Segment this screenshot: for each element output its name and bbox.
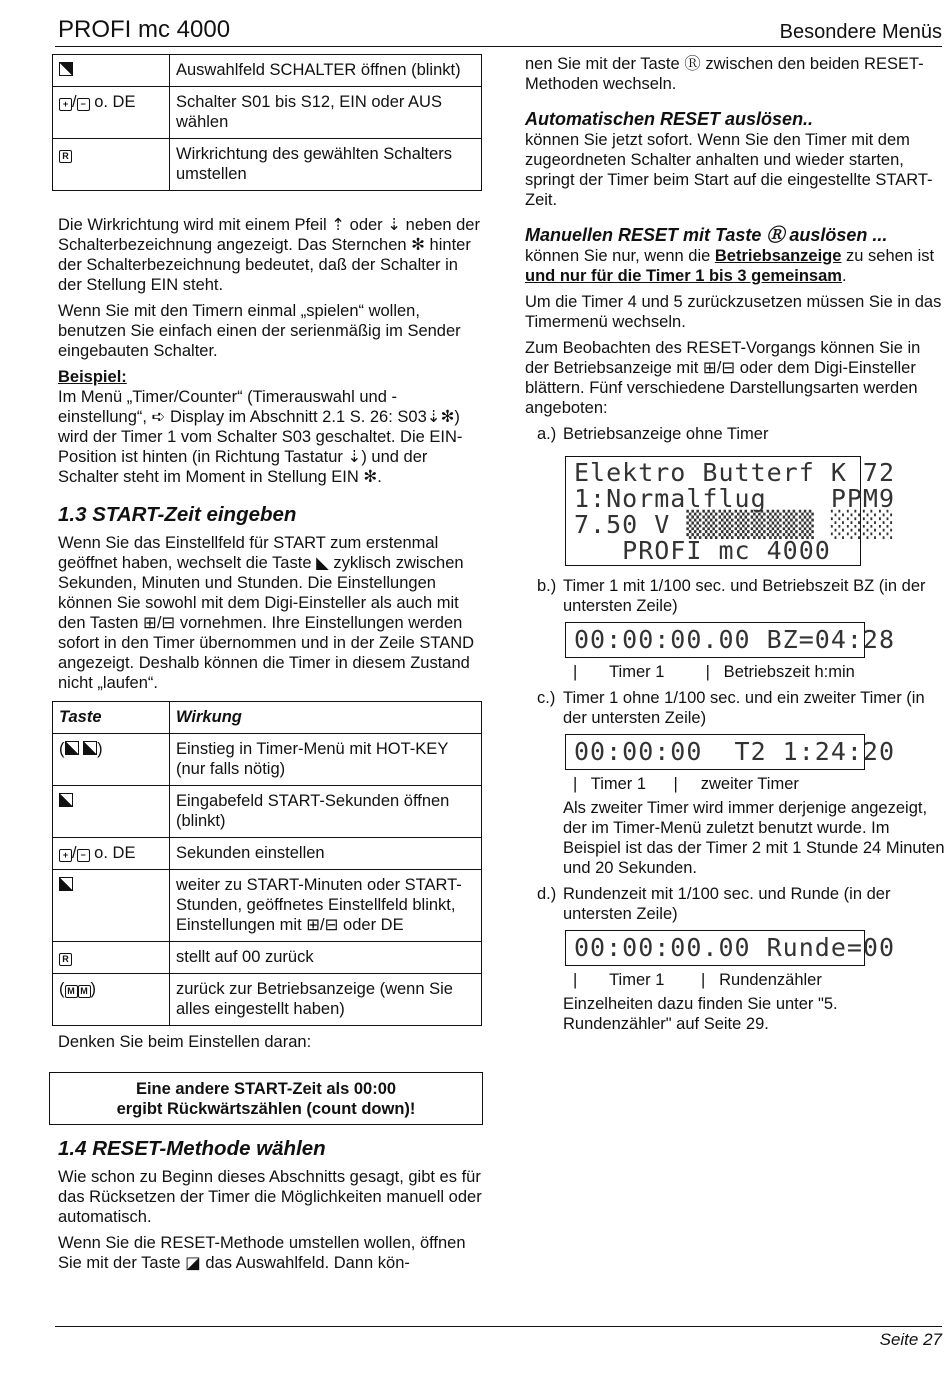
paragraph: Um die Timer 4 und 5 zurückzusetzen müssen Sie in das Timermenü wechseln. [525,293,942,331]
table-row [53,87,482,139]
table-cell: Schalter S01 bis S12, EIN oder AUS wählen [170,87,482,139]
table-cell: Sekunden einstellen [170,838,482,870]
start-key-table [52,701,482,1026]
left-column [52,54,482,1279]
table-row: + / − o. DE Sekunden einstellen [53,838,482,870]
hotkey-icon [83,741,97,755]
subheading: Manuellen RESET mit Taste Ⓡ auslösen ... [525,225,888,245]
paragraph: Wenn Sie die RESET-Methode umstellen wollen, öffnen Sie mit der Taste ◪ das Auswahlfeld. Dann kön- [58,1234,466,1272]
lcd-legend: | Timer 1 | Rundenzähler [573,971,822,989]
table-row [53,942,482,974]
table-row [53,55,482,87]
plus-key-icon: + [59,849,72,862]
paragraph: können Sie jetzt sofort. Wenn Sie den Timer mit dem zugeordneten Schalter anhalten und wieder starten, springt der Timer beim Start auf die eingestellte START-Zeit. [525,131,933,209]
table-cell: weiter zu START-Minuten oder START-Stunden, geöffnetes Einstellfeld blinkt, Einstellungen mit ⊞/⊟ oder DE [170,870,482,942]
paragraph: Wenn Sie das Einstellfeld für START zum erstenmal geöffnet haben, wechselt die Taste ◣ zyklisch zwischen Sekunden, Minuten und Stunden. Die Einstellungen können Sie sowohl mit dem Digi-Einsteller als auch mit den Tasten ⊞/⊟ vornehmen. Ihre Einstellungen werden sofort in den Timer übernommen und in der Zeile STAND angezeigt. Deshalb können die Timer in diesem Zustand nicht „laufen“. [58,534,475,692]
note-line: ergibt Rückwärtszählen (count down)! [116,1100,416,1118]
paragraph: nen Sie mit der Taste Ⓡ zwischen den beiden RESET-Methoden wechseln. [525,55,924,93]
reset-key-icon: R [59,953,72,966]
paragraph: Zum Beobachten des RESET-Vorgangs können Sie in der Betriebsanzeige mit ⊞/⊟ oder dem Digi-Einsteller blättern. Fünf verschiedene Darstellungsarten werden angeboten: [525,339,921,417]
plus-key-icon: + [59,98,72,111]
paragraph: Die Wirkrichtung wird mit einem Pfeil ⇡ oder ⇣ neben der Schalterbezeichnung angezeigt. Das Sternchen ✻ hinter der Schalterbezeichnung bedeutet, daß der Schalter in der Stellung EIN steht. [58,216,480,294]
example-heading: Beispiel: [58,368,127,386]
right-column [525,54,945,1034]
switch-key-table [52,54,482,191]
key-label: / [72,93,77,111]
paragraph: Als zweiter Timer wird immer derjenige angezeigt, der im Timer-Menü zuletzt benutzt wurde. Im Beispiel ist das der Timer 2 mit 1 Stunde 24 Minuten und 20 Sekunden. [563,799,945,877]
column-header: Taste [53,702,170,734]
lcd-display-lap: 00:00:00.00 Runde=00 [565,930,865,966]
minus-key-icon: − [77,98,90,111]
section-heading: 1.4 RESET-Methode wählen [58,1137,326,1160]
list-item: c.) Timer 1 ohne 1/100 sec. und ein zweiter Timer (in der untersten Zeile) [537,689,925,727]
reset-key-icon: R [59,150,72,163]
lcd-display-main: Elektro Butterf K 72 1:Normalflug PPM9 7.50 V ▒▒▒▒▒▒▒▒ ░░░░ PROFI mc 4000 [565,456,861,566]
table-cell: Wirkrichtung des gewählten Schalters umstellen [170,139,482,191]
lcd-legend: | Timer 1 | Betriebszeit h:min [573,663,855,681]
emphasis: Betriebsanzeige [714,247,842,265]
table-cell: Eingabefeld START-Sekunden öffnen (blinkt) [170,786,482,838]
table-row [53,139,482,191]
table-header-row [53,702,482,734]
paragraph: Denken Sie beim Einstellen daran: [58,1033,312,1051]
paragraph: Einzelheiten dazu finden Sie unter "5. Rundenzähler" auf Seite 29. [563,995,838,1033]
section-title: Besondere Menüs [779,21,942,43]
lcd-display-timer-t2: 00:00:00 T2 1:24:20 [565,734,865,770]
table-cell: stellt auf 00 zurück [170,942,482,974]
table-row [53,870,482,942]
key-label: o. DE [94,93,136,111]
menu-key-icon: M [65,985,78,998]
note-line: Eine andere START-Zeit als 00:00 [135,1080,397,1098]
menu-key-icon: M [78,985,91,998]
select-key-icon [59,793,73,807]
countdown-note-box [49,1072,483,1125]
page-header [55,14,942,47]
paragraph: Wenn Sie mit den Timern einmal „spielen“ wollen, benutzen Sie einfach einen der serienmäßig im Sender eingebauten Schalter. [58,302,461,360]
lcd-display-timer-bz: 00:00:00.00 BZ=04:28 [565,622,865,658]
paragraph: Im Menü „Timer/Counter“ (Timerauswahl und -einstellung“, ➪ Display im Abschnitt 2.1 S. 26: S03⇣✻) wird der Timer 1 vom Schalter S03 geschaltet. Die EIN-Position ist hinten (in Richtung Tastatur ⇣) und der Schalter steht im Moment in Stellung EIN ✻. [58,388,463,486]
table-row: ( M M ) zurück zur Betriebsanzeige (wenn Sie alles eingestellt haben) [53,974,482,1026]
manual-title: PROFI mc 4000 [58,16,231,43]
list-item: b.) Timer 1 mit 1/100 sec. und Betriebszeit BZ (in der untersten Zeile) [537,577,926,615]
table-row [53,786,482,838]
subheading: Automatischen RESET auslösen.. [525,109,814,129]
list-item: a.) Betriebsanzeige ohne Timer [537,425,769,443]
page-number: Seite 27 [879,1330,942,1349]
column-header: Wirkung [170,702,482,734]
table-cell: Auswahlfeld SCHALTER öffnen (blinkt) [170,55,482,87]
table-cell: zurück zur Betriebsanzeige (wenn Sie alles eingestellt haben) [170,974,482,1026]
section-heading: 1.3 START-Zeit eingeben [58,503,297,526]
select-key-icon [59,62,73,76]
select-key-icon [59,877,73,891]
table-cell: Einstieg in Timer-Menü mit HOT-KEY (nur falls nötig) [170,734,482,786]
page-footer [55,1326,942,1349]
paragraph: können Sie nur, wenn die Betriebsanzeige zu sehen ist und nur für die Timer 1 bis 3 gemeinsam. [525,247,935,285]
minus-key-icon: − [77,849,90,862]
lcd-legend: | Timer 1 | zweiter Timer [573,775,799,793]
emphasis: und nur für die Timer 1 bis 3 gemeinsam [525,267,842,285]
hotkey-icon [65,741,79,755]
list-item: d.) Rundenzeit mit 1/100 sec. und Runde (in der untersten Zeile) [537,885,891,923]
table-row: ( ) Einstieg in Timer-Menü mit HOT-KEY (nur falls nötig) [53,734,482,786]
paragraph: Wie schon zu Beginn dieses Abschnitts gesagt, gibt es für das Rücksetzen der Timer die Möglichkeiten manuell oder automatisch. [58,1168,482,1226]
